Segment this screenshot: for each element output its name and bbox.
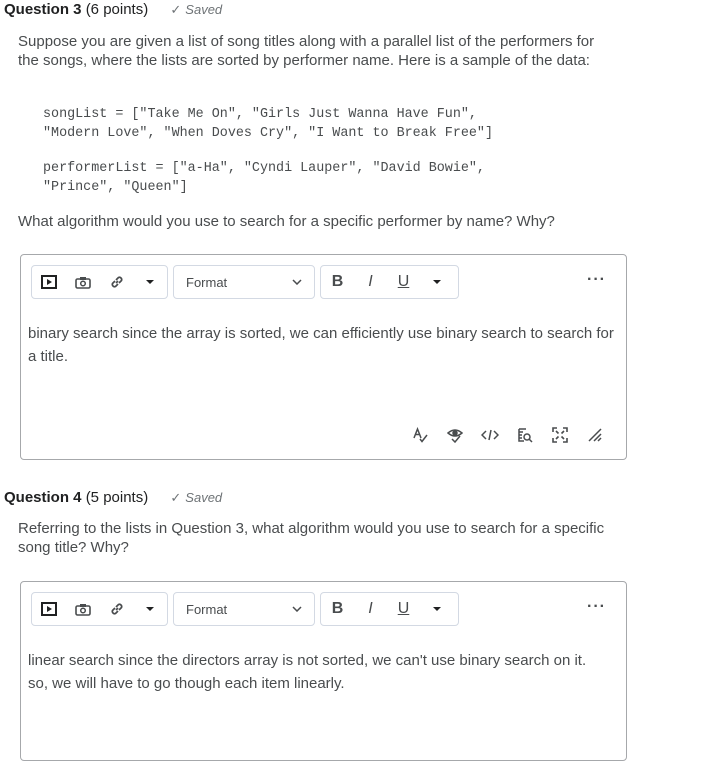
- chevron-down-icon: [292, 606, 302, 612]
- italic-button[interactable]: I: [368, 600, 373, 617]
- insert-group: [31, 265, 168, 299]
- code-line: songList = ["Take Me On", "Girls Just Wanna Have Fun",: [43, 107, 477, 122]
- bold-button[interactable]: B: [331, 273, 344, 290]
- code-song-list: [43, 105, 493, 143]
- text-style-dropdown[interactable]: [420, 266, 453, 298]
- accessibility-check-icon: [447, 427, 463, 443]
- saved-label: Saved: [185, 2, 223, 17]
- spellcheck-button[interactable]: [402, 425, 437, 445]
- insert-link-button[interactable]: [100, 266, 134, 298]
- preview-button[interactable]: [507, 425, 542, 445]
- format-label: Format: [186, 601, 228, 617]
- play-icon: [41, 275, 57, 289]
- answer-text[interactable]: binary search since the array is sorted, we can efficiently use binary search to search for a title.: [28, 325, 614, 365]
- spellcheck-icon: [412, 427, 428, 443]
- format-group: [173, 265, 315, 299]
- underline-button[interactable]: U: [397, 273, 410, 290]
- answer-editor-q3: [20, 254, 627, 460]
- insert-group: [31, 592, 168, 626]
- format-label: Format: [186, 274, 228, 290]
- insert-image-button[interactable]: [66, 266, 100, 298]
- insert-more-dropdown[interactable]: [134, 266, 166, 298]
- source-code-button[interactable]: [472, 425, 507, 445]
- question-points: (6 points): [85, 1, 149, 18]
- question-title: Question 4: [4, 489, 82, 506]
- question-3-question: What algorithm would you use to search for a specific performer by name? Why?: [18, 213, 555, 230]
- question-points: (5 points): [85, 489, 149, 506]
- underline-button[interactable]: U: [397, 600, 410, 617]
- format-select[interactable]: [174, 266, 314, 298]
- fullscreen-button[interactable]: [542, 425, 577, 445]
- link-icon: [109, 274, 125, 290]
- editor-toolbar: [31, 591, 464, 627]
- format-select[interactable]: [174, 593, 314, 625]
- text-style-group: [320, 265, 459, 299]
- play-icon: [41, 602, 57, 616]
- italic-button[interactable]: I: [368, 273, 373, 290]
- resize-handle-icon: [587, 427, 603, 443]
- check-icon: ✓: [170, 2, 182, 17]
- answer-line: so, we will have to go though each item linearly.: [28, 675, 345, 692]
- caret-down-icon: [145, 606, 155, 612]
- insert-stuff-button[interactable]: [32, 266, 66, 298]
- camera-icon: [75, 276, 91, 289]
- saved-status: [170, 490, 222, 505]
- question-3-header: [4, 1, 222, 18]
- saved-label: Saved: [185, 490, 223, 505]
- chevron-down-icon: [292, 279, 302, 285]
- resize-handle[interactable]: [577, 425, 612, 445]
- answer-editor-q4: [20, 581, 627, 761]
- link-icon: [109, 601, 125, 617]
- answer-text[interactable]: [28, 649, 618, 695]
- code-line: "Prince", "Queen"]: [43, 180, 188, 195]
- caret-down-icon: [432, 279, 442, 285]
- text-style-group: [320, 592, 459, 626]
- fullscreen-icon: [552, 427, 568, 443]
- insert-image-button[interactable]: [66, 593, 100, 625]
- preview-icon: [517, 427, 533, 443]
- editor-toolbar: [31, 264, 464, 300]
- source-code-icon: [481, 429, 499, 441]
- accessibility-check-button[interactable]: [437, 425, 472, 445]
- text-style-dropdown[interactable]: [420, 593, 453, 625]
- more-actions-button[interactable]: ···: [587, 598, 606, 615]
- insert-stuff-button[interactable]: [32, 593, 66, 625]
- saved-status: [170, 2, 222, 17]
- more-actions-button[interactable]: ···: [587, 271, 606, 288]
- question-4-prompt: Referring to the lists in Question 3, what algorithm would you use to search for a specific song title? Why?: [18, 520, 605, 556]
- insert-link-button[interactable]: [100, 593, 134, 625]
- question-4-header: [4, 489, 222, 506]
- bold-button[interactable]: B: [331, 600, 344, 617]
- code-line: "Modern Love", "When Doves Cry", "I Want to Break Free"]: [43, 126, 493, 141]
- answer-line: linear search since the directors array is not sorted, we can't use binary search on it.: [28, 652, 587, 669]
- code-line: performerList = ["a-Ha", "Cyndi Lauper", "David Bowie",: [43, 161, 485, 176]
- insert-more-dropdown[interactable]: [134, 593, 166, 625]
- camera-icon: [75, 603, 91, 616]
- question-3-prompt: Suppose you are given a list of song titles along with a parallel list of the performers for the songs, where the lists are sorted by performer name. Here is a sample of the data:: [18, 33, 595, 69]
- question-title: Question 3: [4, 1, 82, 18]
- check-icon: ✓: [170, 490, 182, 505]
- caret-down-icon: [145, 279, 155, 285]
- format-group: [173, 592, 315, 626]
- code-performer-list: [43, 159, 485, 197]
- editor-statusbar: [402, 425, 612, 445]
- caret-down-icon: [432, 606, 442, 612]
